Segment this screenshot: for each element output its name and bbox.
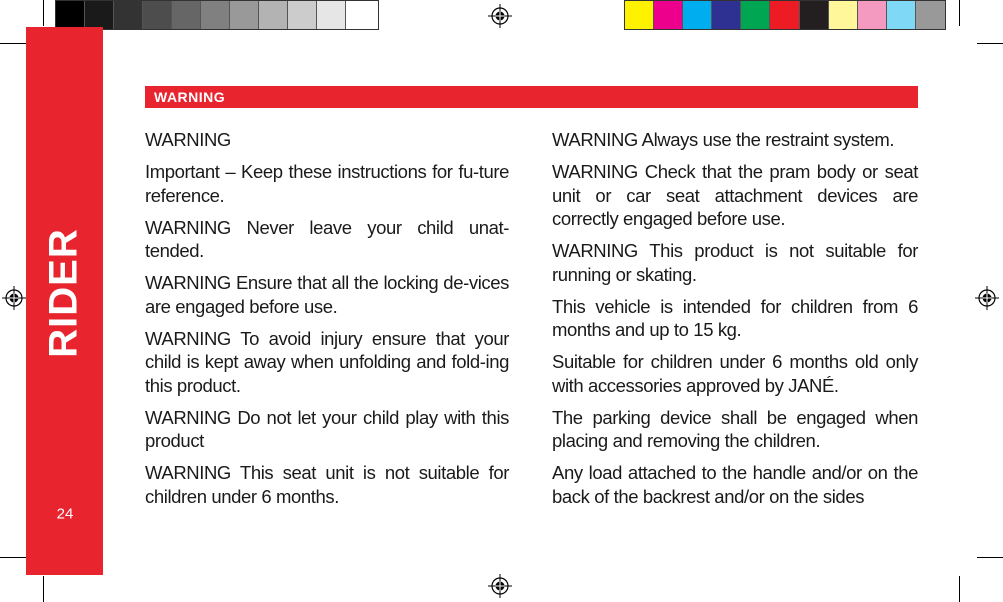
- paragraph: WARNING To avoid injury ensure that your child is kept away when unfolding and fold-ing this product.: [145, 327, 509, 396]
- color-swatch: [770, 1, 799, 29]
- paragraph: WARNING Ensure that all the locking de-vices are engaged before use.: [145, 272, 509, 317]
- paragraph: The parking device shall be engaged when placing and removing the children.: [552, 406, 918, 451]
- process-color-bar: [624, 0, 946, 30]
- color-swatch: [741, 1, 770, 29]
- right-text-column: [552, 128, 918, 517]
- crop-mark: [959, 576, 960, 602]
- registration-mark-icon: [2, 286, 26, 310]
- crop-mark: [43, 576, 44, 602]
- color-swatch: [114, 1, 143, 29]
- grayscale-color-bar: [55, 0, 379, 30]
- color-swatch: [654, 1, 683, 29]
- paragraph: WARNING This product is not suitable for running or skating.: [552, 240, 918, 285]
- color-swatch: [288, 1, 317, 29]
- registration-mark-icon: [488, 574, 512, 598]
- crop-mark: [977, 43, 1003, 44]
- color-swatch: [201, 1, 230, 29]
- crop-mark: [0, 43, 26, 44]
- side-tab-title: RIDER: [41, 228, 86, 358]
- crop-mark: [43, 0, 44, 26]
- color-swatch: [346, 1, 375, 29]
- color-swatch: [85, 1, 114, 29]
- color-swatch: [625, 1, 654, 29]
- paragraph: Suitable for children under 6 months old only with accessories approved by JANÉ.: [552, 351, 918, 396]
- paragraph: WARNING: [145, 129, 231, 150]
- paragraph: WARNING This seat unit is not suitable for children under 6 months.: [145, 462, 509, 507]
- paragraph: WARNING Check that the pram body or seat unit or car seat attachment devices are correctly engaged before use.: [552, 161, 918, 229]
- color-swatch: [230, 1, 259, 29]
- color-swatch: [829, 1, 858, 29]
- page-number: 24: [56, 505, 74, 523]
- crop-mark: [977, 557, 1003, 558]
- paragraph: Any load attached to the handle and/or on the back of the backrest and/or on the sides: [552, 462, 918, 507]
- crop-mark: [959, 0, 960, 26]
- crop-mark: [0, 557, 26, 558]
- color-swatch: [916, 1, 945, 29]
- color-swatch: [800, 1, 829, 29]
- left-text-column: [145, 128, 509, 517]
- section-banner-label: WARNING: [154, 89, 226, 105]
- color-swatch: [317, 1, 346, 29]
- registration-mark-icon: [488, 4, 512, 28]
- section-banner: [145, 86, 918, 108]
- paragraph: WARNING Never leave your child unat-tended.: [145, 216, 509, 261]
- color-swatch: [712, 1, 741, 29]
- paragraph: WARNING Always use the restraint system.: [552, 129, 895, 150]
- paragraph: This vehicle is intended for children from 6 months and up to 15 kg.: [552, 295, 918, 340]
- paragraph: WARNING Do not let your child play with this product: [145, 406, 509, 451]
- color-swatch: [172, 1, 201, 29]
- color-swatch: [259, 1, 288, 29]
- color-swatch: [683, 1, 712, 29]
- paragraph: Important – Keep these instructions for fu-ture reference.: [145, 161, 509, 206]
- registration-mark-icon: [975, 286, 999, 310]
- color-swatch: [858, 1, 887, 29]
- color-swatch: [56, 1, 85, 29]
- color-swatch: [143, 1, 172, 29]
- color-swatch: [887, 1, 916, 29]
